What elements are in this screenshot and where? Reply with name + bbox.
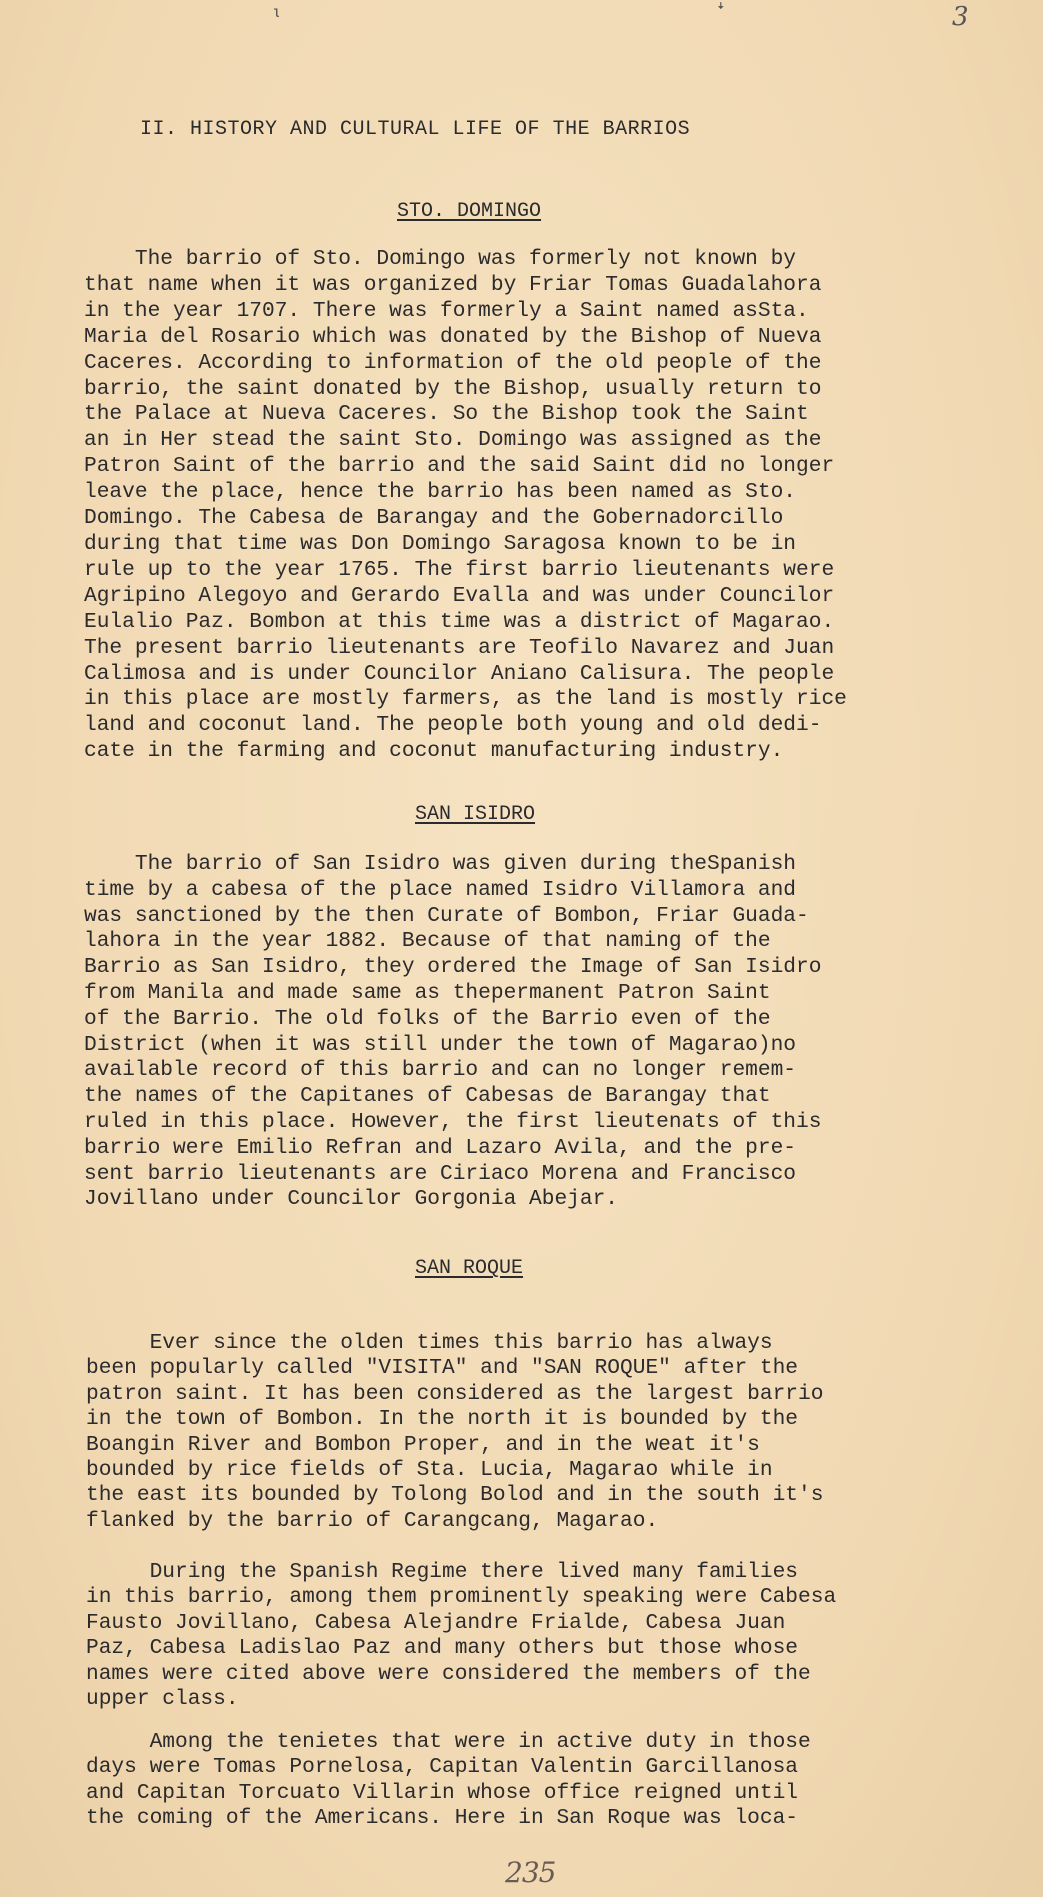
section-title-san-roque: SAN ROQUE xyxy=(415,1257,524,1280)
paragraph-san-isidro: The barrio of San Isidro was given during theSpanish time by a cabesa of the place named Isidro Villamora and was sanctioned by the then Curate of Bombon, Friar Guada- lahora in the year 1882. Because of that naming of the Barrio as San Isidro, they ordered the Image of San Isidro from Manila and made same as thepermanent Patron Saint of the Barrio. The old folks of the Barrio even of the District (when it was still under the town of Magarao)no available record of this barrio and can no longer remem- the names of the Capitanes of Cabesas de Barangay that ruled in this place. However, the first lieutenats of this barrio were Emilio Refran and Lazaro Avila, and the pre- sent barrio lieutenants are Ciriaco Morena and Francisco Jovillano under Councilor Gorgonia Abejar. xyxy=(84,852,822,1212)
paragraph-sto-domingo: The barrio of Sto. Domingo was formerly not known by that name when it was organized by Friar Tomas Guadalahora in the year 1707. There was formerly a Saint named asSta. Maria del Rosario which was donated by the Bishop of Nueva Caceres. According to information of the old people of the barrio, the saint donated by the Bishop, usually return to the Palace at Nueva Caceres. So the Bishop took the Saint an in Her stead the saint Sto. Domingo was assigned as the Patron Saint of the barrio and the said Saint did no longer leave the place, hence the barrio has been named as Sto. Domingo. The Cabesa de Barangay and the Gobernadorcillo during that time was Don Domingo Saragosa known to be in rule up to the year 1765. The first barrio lieutenants were Agripino Alegoyo and Gerardo Evalla and was under Councilor Eulalio Paz. Bombon at this time was a district of Magarao. The present barrio lieutenants are Teofilo Navarez and Juan Calimosa and is under Councilor Aniano Calisura. The people in this place are mostly farmers, as the land is mostly rice land and coconut land. The people both young and old dedi- cate in the farming and coconut manufacturing industry. xyxy=(84,247,847,764)
paragraph-san-roque-3: Among the tenietes that were in active duty in those days were Tomas Pornelosa, Capitan Valentin Garcillanosa and Capitan Torcuato Villarin whose office reigned until the coming of the Americans. Here in San Roque was loca- xyxy=(86,1730,811,1831)
page-title: II. HISTORY AND CULTURAL LIFE OF THE BARRIOS xyxy=(140,118,691,141)
handwritten-page-mark: 235 xyxy=(505,1856,556,1889)
page-number: 3 xyxy=(952,2,969,32)
section-title-sto-domingo: STO. DOMINGO xyxy=(397,200,542,223)
paragraph-san-roque-2: During the Spanish Regime there lived many families in this barrio, among them prominently speaking were Cabesa Fausto Jovillano, Cabesa Alejandre Frialde, Cabesa Juan Paz, Cabesa Ladislao Paz and many others but those whose names were cited above were considered the members of the upper class. xyxy=(86,1560,837,1712)
margin-mark: ɩ xyxy=(272,4,282,22)
section-title-san-isidro: SAN ISIDRO xyxy=(415,803,536,826)
paragraph-san-roque-1: Ever since the olden times this barrio has always been popularly called "VISITA" and "SAN ROQUE" after the patron saint. It has been considered as the largest barrio in the town of Bombon. In the north it is bounded by the Boangin River and Bombon Proper, and in the weat it's bounded by rice fields of Sta. Lucia, Magarao while in the east its bounded by Tolong Bolod and in the south it's flanked by the barrio of Carangcang, Magarao. xyxy=(86,1331,824,1533)
margin-mark: ꜜ xyxy=(716,4,726,22)
